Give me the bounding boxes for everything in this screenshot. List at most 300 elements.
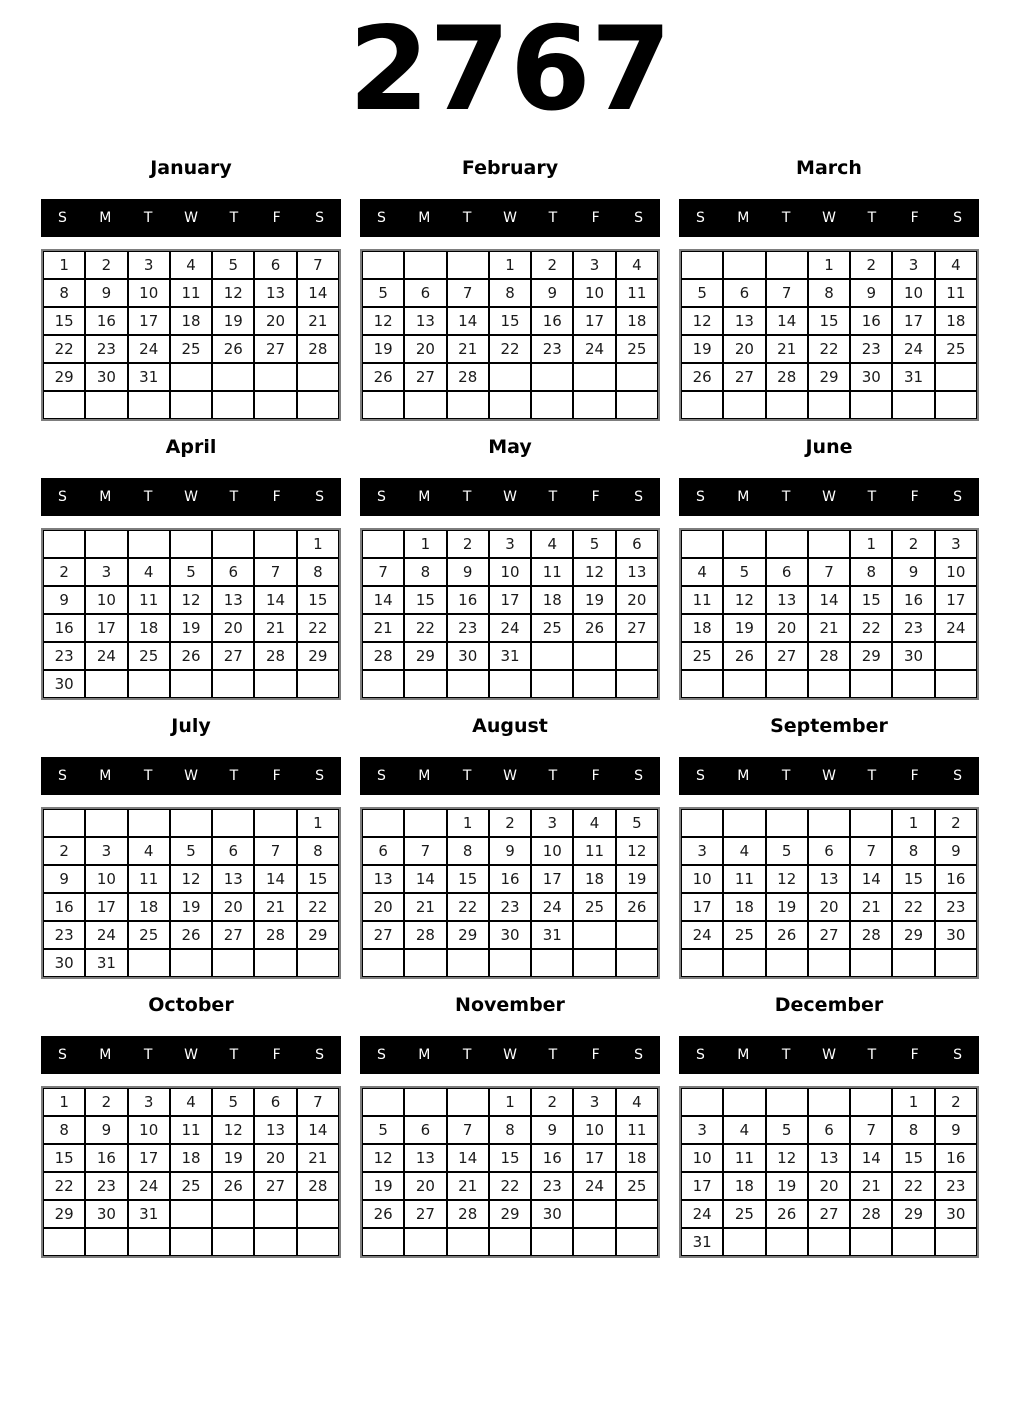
day-header-saturday: S: [634, 1046, 644, 1063]
date-cell: 6: [616, 530, 658, 558]
empty-date-cell: [573, 921, 615, 949]
date-cell: 11: [170, 279, 212, 307]
date-cell: 13: [808, 1144, 850, 1172]
date-cell: 16: [531, 1144, 573, 1172]
empty-date-cell: [573, 670, 615, 698]
date-cell: 27: [254, 335, 296, 363]
empty-date-cell: [297, 1200, 339, 1228]
empty-date-cell: [681, 809, 723, 837]
date-cell: 29: [489, 1200, 531, 1228]
date-cell: 25: [723, 1200, 765, 1228]
empty-date-cell: [616, 921, 658, 949]
empty-date-cell: [404, 949, 446, 977]
empty-date-cell: [489, 1228, 531, 1256]
day-header-wednesday: W: [184, 1046, 198, 1063]
date-cell: 9: [531, 279, 573, 307]
date-cell: 14: [808, 586, 850, 614]
day-of-week-header: [679, 199, 979, 237]
date-cell: 10: [128, 279, 170, 307]
day-header-wednesday: W: [184, 767, 198, 784]
date-cell: 23: [850, 335, 892, 363]
date-cell: 3: [573, 1088, 615, 1116]
date-cell: 4: [128, 558, 170, 586]
date-cell: 19: [573, 586, 615, 614]
date-cell: 28: [808, 642, 850, 670]
date-cell: 31: [892, 363, 934, 391]
empty-date-cell: [254, 1228, 296, 1256]
date-cell: 15: [297, 865, 339, 893]
empty-date-cell: [573, 391, 615, 419]
date-cell: 8: [892, 837, 934, 865]
empty-date-cell: [723, 1088, 765, 1116]
date-cell: 18: [531, 586, 573, 614]
date-cell: 26: [362, 363, 404, 391]
date-cell: 5: [212, 1088, 254, 1116]
day-header-monday: M: [737, 767, 750, 784]
date-cell: 5: [362, 1116, 404, 1144]
empty-date-cell: [43, 809, 85, 837]
date-cell: 22: [43, 335, 85, 363]
date-cell: 16: [892, 586, 934, 614]
empty-date-cell: [297, 1228, 339, 1256]
date-cell: 14: [404, 865, 446, 893]
empty-date-cell: [850, 809, 892, 837]
date-cell: 30: [892, 642, 934, 670]
empty-date-cell: [254, 949, 296, 977]
date-cell: 21: [447, 1172, 489, 1200]
month-name: January: [150, 156, 232, 179]
date-cell: 21: [850, 893, 892, 921]
date-cell: 2: [489, 809, 531, 837]
date-cell: 10: [681, 1144, 723, 1172]
date-cell: 13: [254, 279, 296, 307]
date-cell: 12: [362, 1144, 404, 1172]
date-cell: 2: [43, 837, 85, 865]
month-may: [360, 435, 660, 700]
day-header-monday: M: [418, 209, 431, 226]
date-cell: 16: [447, 586, 489, 614]
day-header-thursday: T: [548, 209, 558, 226]
date-cell: 28: [297, 335, 339, 363]
date-cell: 16: [935, 1144, 977, 1172]
date-cell: 30: [935, 921, 977, 949]
date-cell: 27: [404, 363, 446, 391]
date-cell: 6: [212, 837, 254, 865]
date-cell: 3: [489, 530, 531, 558]
date-cell: 17: [489, 586, 531, 614]
date-cell: 3: [128, 1088, 170, 1116]
date-cell: 22: [489, 1172, 531, 1200]
date-cell: 19: [212, 1144, 254, 1172]
date-cell: 4: [616, 251, 658, 279]
date-cell: 21: [297, 1144, 339, 1172]
date-cell: 3: [85, 558, 127, 586]
date-cell: 11: [128, 586, 170, 614]
date-cell: 1: [297, 809, 339, 837]
date-cell: 24: [128, 335, 170, 363]
month-name: November: [455, 993, 565, 1016]
empty-date-cell: [531, 363, 573, 391]
day-header-tuesday: T: [143, 488, 153, 505]
date-cell: 4: [723, 1116, 765, 1144]
day-of-week-header: [679, 1036, 979, 1074]
empty-date-cell: [935, 363, 977, 391]
date-cell: 1: [43, 1088, 85, 1116]
date-cell: 11: [616, 1116, 658, 1144]
date-cell: 22: [808, 335, 850, 363]
date-cell: 5: [723, 558, 765, 586]
empty-date-cell: [254, 530, 296, 558]
empty-date-cell: [447, 391, 489, 419]
date-cell: 12: [723, 586, 765, 614]
empty-date-cell: [681, 670, 723, 698]
date-cell: 16: [531, 307, 573, 335]
date-cell: 17: [935, 586, 977, 614]
date-cell: 8: [892, 1116, 934, 1144]
date-cell: 22: [850, 614, 892, 642]
empty-date-cell: [723, 251, 765, 279]
date-cell: 27: [808, 1200, 850, 1228]
month-name: September: [770, 714, 888, 737]
date-cell: 30: [85, 1200, 127, 1228]
day-header-monday: M: [418, 1046, 431, 1063]
date-cell: 21: [254, 614, 296, 642]
day-header-saturday: S: [634, 767, 644, 784]
date-cell: 15: [892, 865, 934, 893]
date-cell: 31: [531, 921, 573, 949]
date-cell: 1: [892, 809, 934, 837]
date-cell: 10: [892, 279, 934, 307]
date-cell: 10: [573, 1116, 615, 1144]
empty-date-cell: [43, 1228, 85, 1256]
empty-date-cell: [766, 530, 808, 558]
day-header-tuesday: T: [462, 488, 472, 505]
date-cell: 12: [766, 865, 808, 893]
date-grid: [679, 528, 979, 700]
date-cell: 27: [212, 921, 254, 949]
date-cell: 14: [362, 586, 404, 614]
day-header-monday: M: [99, 488, 112, 505]
date-cell: 4: [531, 530, 573, 558]
date-cell: 6: [808, 837, 850, 865]
day-header-sunday: S: [376, 767, 386, 784]
date-cell: 3: [128, 251, 170, 279]
date-cell: 7: [808, 558, 850, 586]
empty-date-cell: [212, 1228, 254, 1256]
date-cell: 7: [254, 837, 296, 865]
date-cell: 12: [170, 865, 212, 893]
empty-date-cell: [531, 1228, 573, 1256]
date-cell: 27: [723, 363, 765, 391]
date-cell: 18: [170, 1144, 212, 1172]
day-header-monday: M: [418, 488, 431, 505]
month-february: [360, 156, 660, 421]
empty-date-cell: [723, 809, 765, 837]
date-cell: 23: [85, 1172, 127, 1200]
date-cell: 27: [404, 1200, 446, 1228]
date-cell: 26: [723, 642, 765, 670]
date-cell: 14: [297, 1116, 339, 1144]
day-header-wednesday: W: [503, 767, 517, 784]
date-cell: 19: [362, 335, 404, 363]
day-header-friday: F: [272, 488, 281, 505]
date-cell: 13: [254, 1116, 296, 1144]
empty-date-cell: [616, 391, 658, 419]
date-cell: 13: [404, 1144, 446, 1172]
date-cell: 13: [404, 307, 446, 335]
empty-date-cell: [616, 949, 658, 977]
empty-date-cell: [808, 391, 850, 419]
date-cell: 23: [935, 1172, 977, 1200]
date-cell: 30: [447, 642, 489, 670]
date-cell: 22: [404, 614, 446, 642]
date-cell: 2: [935, 1088, 977, 1116]
date-cell: 7: [447, 279, 489, 307]
date-cell: 13: [212, 586, 254, 614]
date-cell: 27: [362, 921, 404, 949]
date-cell: 1: [489, 1088, 531, 1116]
date-cell: 14: [447, 307, 489, 335]
date-cell: 28: [447, 1200, 489, 1228]
day-header-saturday: S: [315, 767, 325, 784]
empty-date-cell: [85, 809, 127, 837]
date-cell: 29: [850, 642, 892, 670]
day-header-friday: F: [272, 1046, 281, 1063]
empty-date-cell: [212, 363, 254, 391]
day-header-saturday: S: [953, 488, 963, 505]
date-cell: 7: [850, 1116, 892, 1144]
day-header-friday: F: [591, 488, 600, 505]
date-cell: 26: [573, 614, 615, 642]
day-header-monday: M: [737, 209, 750, 226]
date-cell: 2: [85, 1088, 127, 1116]
date-cell: 10: [489, 558, 531, 586]
date-cell: 29: [43, 1200, 85, 1228]
date-cell: 28: [254, 642, 296, 670]
day-header-saturday: S: [953, 1046, 963, 1063]
date-cell: 5: [766, 837, 808, 865]
day-header-thursday: T: [229, 209, 239, 226]
date-cell: 13: [808, 865, 850, 893]
date-cell: 15: [489, 1144, 531, 1172]
date-cell: 6: [404, 1116, 446, 1144]
empty-date-cell: [362, 530, 404, 558]
date-cell: 1: [892, 1088, 934, 1116]
date-cell: 18: [616, 1144, 658, 1172]
day-header-thursday: T: [548, 767, 558, 784]
date-cell: 7: [362, 558, 404, 586]
day-header-thursday: T: [229, 767, 239, 784]
empty-date-cell: [85, 530, 127, 558]
day-header-saturday: S: [315, 488, 325, 505]
empty-date-cell: [808, 1228, 850, 1256]
day-header-wednesday: W: [184, 488, 198, 505]
date-cell: 1: [447, 809, 489, 837]
date-cell: 26: [212, 335, 254, 363]
date-cell: 5: [170, 837, 212, 865]
date-cell: 25: [935, 335, 977, 363]
month-march: [679, 156, 979, 421]
empty-date-cell: [404, 670, 446, 698]
date-cell: 3: [681, 837, 723, 865]
empty-date-cell: [170, 391, 212, 419]
day-header-sunday: S: [376, 1046, 386, 1063]
date-cell: 31: [128, 1200, 170, 1228]
day-header-sunday: S: [376, 488, 386, 505]
date-cell: 12: [212, 1116, 254, 1144]
date-cell: 11: [616, 279, 658, 307]
empty-date-cell: [531, 642, 573, 670]
date-cell: 4: [616, 1088, 658, 1116]
date-cell: 25: [128, 921, 170, 949]
date-cell: 9: [447, 558, 489, 586]
empty-date-cell: [681, 1088, 723, 1116]
date-cell: 12: [681, 307, 723, 335]
date-cell: 20: [766, 614, 808, 642]
empty-date-cell: [297, 670, 339, 698]
date-cell: 25: [681, 642, 723, 670]
empty-date-cell: [723, 530, 765, 558]
date-cell: 27: [212, 642, 254, 670]
date-cell: 24: [489, 614, 531, 642]
day-of-week-header: [41, 199, 341, 237]
empty-date-cell: [297, 363, 339, 391]
date-cell: 19: [681, 335, 723, 363]
date-cell: 5: [573, 530, 615, 558]
day-header-friday: F: [910, 209, 919, 226]
date-cell: 9: [43, 586, 85, 614]
date-cell: 4: [170, 251, 212, 279]
day-header-thursday: T: [229, 488, 239, 505]
date-cell: 22: [297, 893, 339, 921]
date-cell: 18: [723, 893, 765, 921]
day-header-monday: M: [99, 1046, 112, 1063]
empty-date-cell: [892, 670, 934, 698]
date-cell: 4: [128, 837, 170, 865]
day-header-wednesday: W: [503, 209, 517, 226]
empty-date-cell: [212, 1200, 254, 1228]
date-cell: 15: [808, 307, 850, 335]
empty-date-cell: [362, 251, 404, 279]
empty-date-cell: [573, 1200, 615, 1228]
empty-date-cell: [616, 1200, 658, 1228]
date-cell: 18: [128, 893, 170, 921]
date-cell: 14: [254, 586, 296, 614]
date-cell: 14: [766, 307, 808, 335]
empty-date-cell: [85, 391, 127, 419]
date-cell: 20: [254, 307, 296, 335]
date-cell: 11: [935, 279, 977, 307]
empty-date-cell: [935, 670, 977, 698]
date-cell: 14: [850, 1144, 892, 1172]
date-cell: 25: [573, 893, 615, 921]
date-cell: 28: [850, 921, 892, 949]
date-cell: 17: [573, 1144, 615, 1172]
date-cell: 8: [43, 279, 85, 307]
day-header-thursday: T: [867, 1046, 877, 1063]
date-grid: [41, 249, 341, 421]
empty-date-cell: [616, 642, 658, 670]
date-cell: 11: [573, 837, 615, 865]
date-cell: 3: [892, 251, 934, 279]
day-header-tuesday: T: [462, 767, 472, 784]
date-cell: 11: [681, 586, 723, 614]
month-name: February: [461, 156, 559, 179]
date-cell: 19: [616, 865, 658, 893]
date-cell: 24: [531, 893, 573, 921]
date-cell: 23: [531, 335, 573, 363]
year-title: 2767: [348, 2, 672, 137]
date-cell: 7: [297, 1088, 339, 1116]
date-cell: 15: [404, 586, 446, 614]
empty-date-cell: [531, 670, 573, 698]
date-cell: 2: [85, 251, 127, 279]
date-cell: 30: [850, 363, 892, 391]
date-cell: 12: [766, 1144, 808, 1172]
date-cell: 15: [489, 307, 531, 335]
day-header-sunday: S: [57, 488, 67, 505]
day-header-tuesday: T: [143, 1046, 153, 1063]
date-cell: 11: [723, 865, 765, 893]
date-cell: 30: [935, 1200, 977, 1228]
date-cell: 9: [85, 279, 127, 307]
day-of-week-header: [360, 199, 660, 237]
day-of-week-header: [360, 478, 660, 516]
date-cell: 17: [681, 893, 723, 921]
date-cell: 1: [808, 251, 850, 279]
date-cell: 8: [43, 1116, 85, 1144]
empty-date-cell: [404, 1088, 446, 1116]
day-header-thursday: T: [229, 1046, 239, 1063]
date-cell: 2: [43, 558, 85, 586]
empty-date-cell: [404, 809, 446, 837]
date-cell: 2: [935, 809, 977, 837]
empty-date-cell: [128, 809, 170, 837]
date-cell: 1: [297, 530, 339, 558]
empty-date-cell: [808, 530, 850, 558]
empty-date-cell: [808, 1088, 850, 1116]
date-grid: [679, 249, 979, 421]
day-header-saturday: S: [634, 209, 644, 226]
date-cell: 26: [766, 921, 808, 949]
date-cell: 17: [573, 307, 615, 335]
month-january: [41, 156, 341, 421]
day-of-week-header: [679, 478, 979, 516]
date-cell: 21: [254, 893, 296, 921]
empty-date-cell: [681, 251, 723, 279]
date-cell: 18: [616, 307, 658, 335]
date-cell: 19: [723, 614, 765, 642]
empty-date-cell: [85, 670, 127, 698]
date-cell: 29: [43, 363, 85, 391]
day-header-saturday: S: [634, 488, 644, 505]
date-cell: 9: [43, 865, 85, 893]
empty-date-cell: [254, 809, 296, 837]
date-cell: 5: [766, 1116, 808, 1144]
empty-date-cell: [489, 363, 531, 391]
date-cell: 24: [935, 614, 977, 642]
empty-date-cell: [447, 1228, 489, 1256]
date-cell: 20: [616, 586, 658, 614]
empty-date-cell: [489, 670, 531, 698]
date-grid: [360, 1086, 660, 1258]
date-cell: 12: [616, 837, 658, 865]
empty-date-cell: [531, 391, 573, 419]
empty-date-cell: [723, 391, 765, 419]
date-cell: 26: [362, 1200, 404, 1228]
date-cell: 5: [681, 279, 723, 307]
date-cell: 20: [808, 893, 850, 921]
